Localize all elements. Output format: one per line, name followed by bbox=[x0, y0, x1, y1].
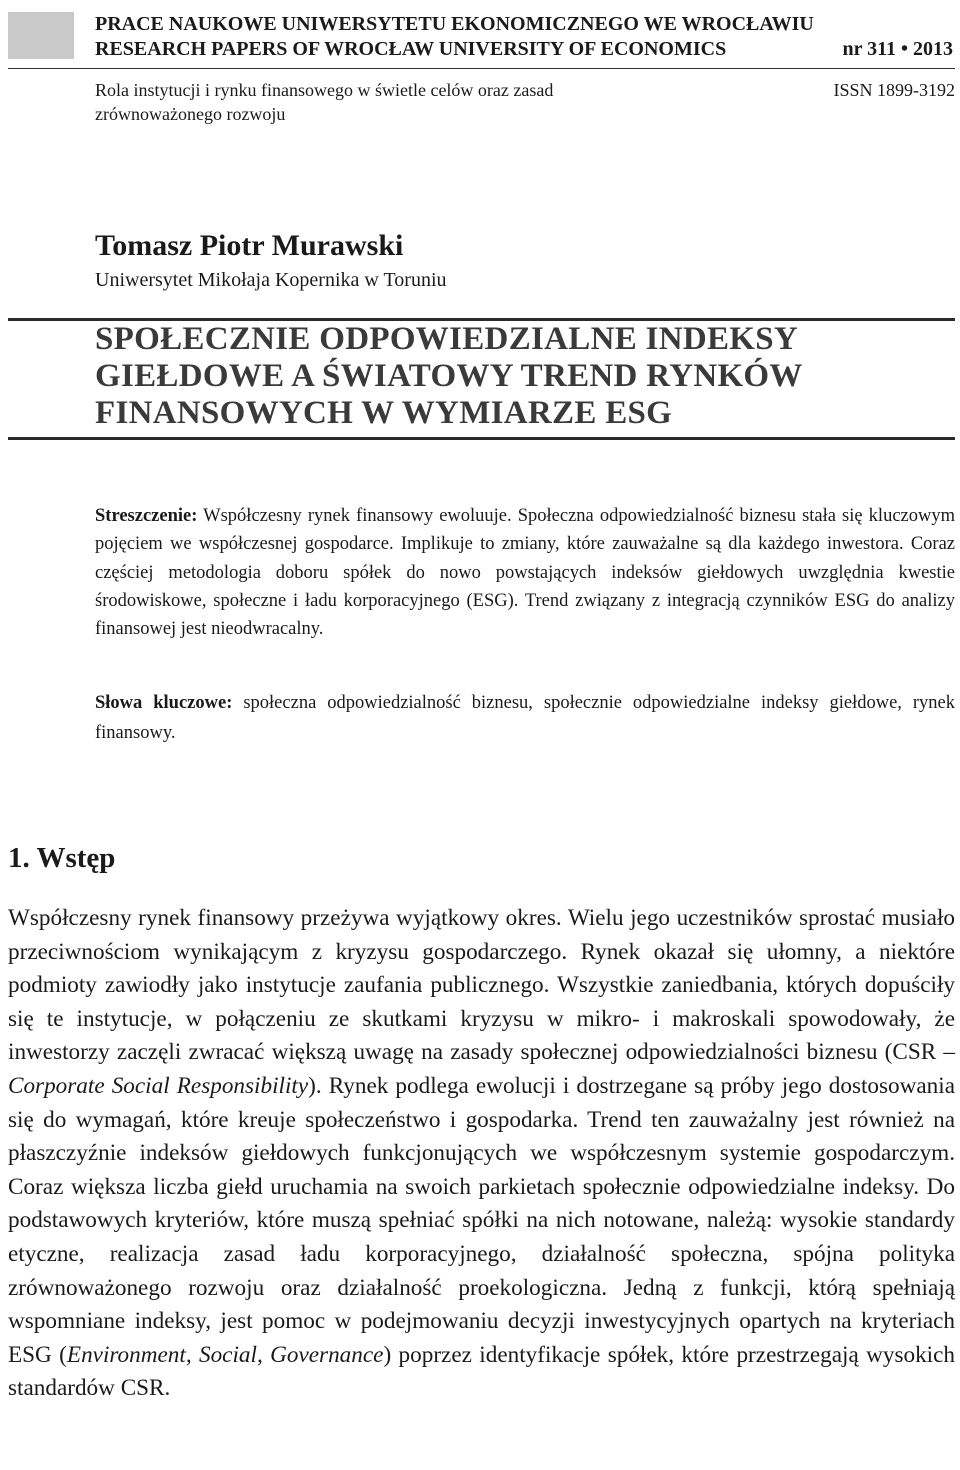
body-text-part: ). Rynek podlega ewolucji i dostrzegane są próby jego dostosowania się do wymagań, które kreuje społeczeństwo i gospodarka. Trend ten zauważalny jest również na płaszczyźnie indeksów giełdowych funkcjonujących we współczesnym systemie gospodarczym. Coraz większa liczba giełd uruchamia na swoich parkietach społecznie odpowiedzialne indeksy. Do podstawowych kryteriów, które muszą spełniać spółki na nich notowane, należą: wysokie standardy etyczne, realizacja zasad ładu korporacyjnego, działalność społeczna, spójna polityka zrównoważonego rozwoju oraz działalność proekologiczna. Jedną z funkcji, którą spełniają wspomniane indeksy, jest pomoc w podejmowaniu decyzji inwestycyjnych opartych na kryteriach ESG ( bbox=[8, 1072, 956, 1368]
abstract bbox=[95, 502, 955, 643]
author-affiliation: Uniwersytet Mikołaja Kopernika w Toruniu bbox=[95, 269, 447, 291]
keywords-label: Słowa kluczowe: bbox=[95, 693, 233, 713]
keywords-text: społeczna odpowiedzialność biznesu, społecznie odpowiedzialne indeksy giełdowe, rynek finansowy. bbox=[95, 693, 956, 743]
body-text-part: Współczesny rynek finansowy przeżywa wyjątkowy okres. Wielu jego uczestników sprostać musiało przeciwnościom wynikającym z kryzysu gospodarczego. Rynek okazał się ułomny, a niektóre podmioty zawiodły jako instytucje zaufania publicznego. Wszystkie zaniedbania, których dopuściły się te instytucje, w połączeniu ze skutkami kryzysu w mikro- i makroskali spowodowały, że inwestorzy zaczęli zwracać większą uwagę na zasady społecznej odpowiedzialności biznesu (CSR – bbox=[8, 905, 955, 1066]
volume-title-line: zrównoważonego rozwoju bbox=[95, 104, 286, 124]
article-title-line: FINANSOWYCH W WYMIARZE ESG bbox=[95, 395, 673, 431]
abstract-label: Streszczenie: bbox=[95, 506, 198, 526]
body-text-italic: Corporate Social Responsibility bbox=[8, 1072, 309, 1099]
section-heading: 1. Wstęp bbox=[8, 842, 116, 874]
header-rule bbox=[8, 68, 955, 69]
series-title-en: RESEARCH PAPERS OF WROCŁAW UNIVERSITY OF ECONOMICS bbox=[95, 38, 727, 60]
article-title-line: GIEŁDOWE A ŚWIATOWY TREND RYNKÓW bbox=[95, 358, 803, 394]
body-text-italic: Environment, Social, Governance bbox=[66, 1341, 384, 1368]
article-title-line: SPOŁECZNIE ODPOWIEDZIALNE INDEKSY bbox=[95, 321, 799, 357]
issue-number: nr 311 • 2013 bbox=[842, 38, 953, 60]
body-paragraph bbox=[8, 902, 955, 1406]
title-rule-bottom bbox=[8, 437, 955, 440]
series-title-en-row bbox=[95, 37, 955, 62]
abstract-text: Współczesny rynek finansowy ewoluuje. Społeczna odpowiedzialność biznesu stała się kluczowym pojęciem we współczesnej gospodarce. Implikuje to zmiany, które zauważalne są dla każdego inwestora. Coraz częściej metodologia doboru spółek do nowo powstających indeksów giełdowych uwzględnia kwestie środowiskowe, społeczne i ładu korporacyjnego (ESG). Trend związany z integracją czynników ESG do analizy finansowej jest nieodwracalny. bbox=[95, 506, 955, 640]
series-title-pl: PRACE NAUKOWE UNIWERSYTETU EKONOMICZNEGO WE WROCŁAWIU bbox=[95, 13, 814, 35]
journal-series bbox=[95, 12, 955, 62]
body-text-part: ) poprzez identyfikacje spółek, które przestrzegają wysokich standardów CSR. bbox=[8, 1341, 956, 1402]
volume-title-line: Rola instytucji i rynku finansowego w świetle celów oraz zasad bbox=[95, 80, 554, 100]
issn: ISSN 1899-3192 bbox=[833, 80, 955, 100]
header-gray-box bbox=[8, 12, 74, 59]
volume-title bbox=[95, 78, 695, 126]
keywords bbox=[95, 688, 955, 748]
author-name: Tomasz Piotr Murawski bbox=[95, 229, 404, 262]
article-title bbox=[95, 321, 803, 432]
